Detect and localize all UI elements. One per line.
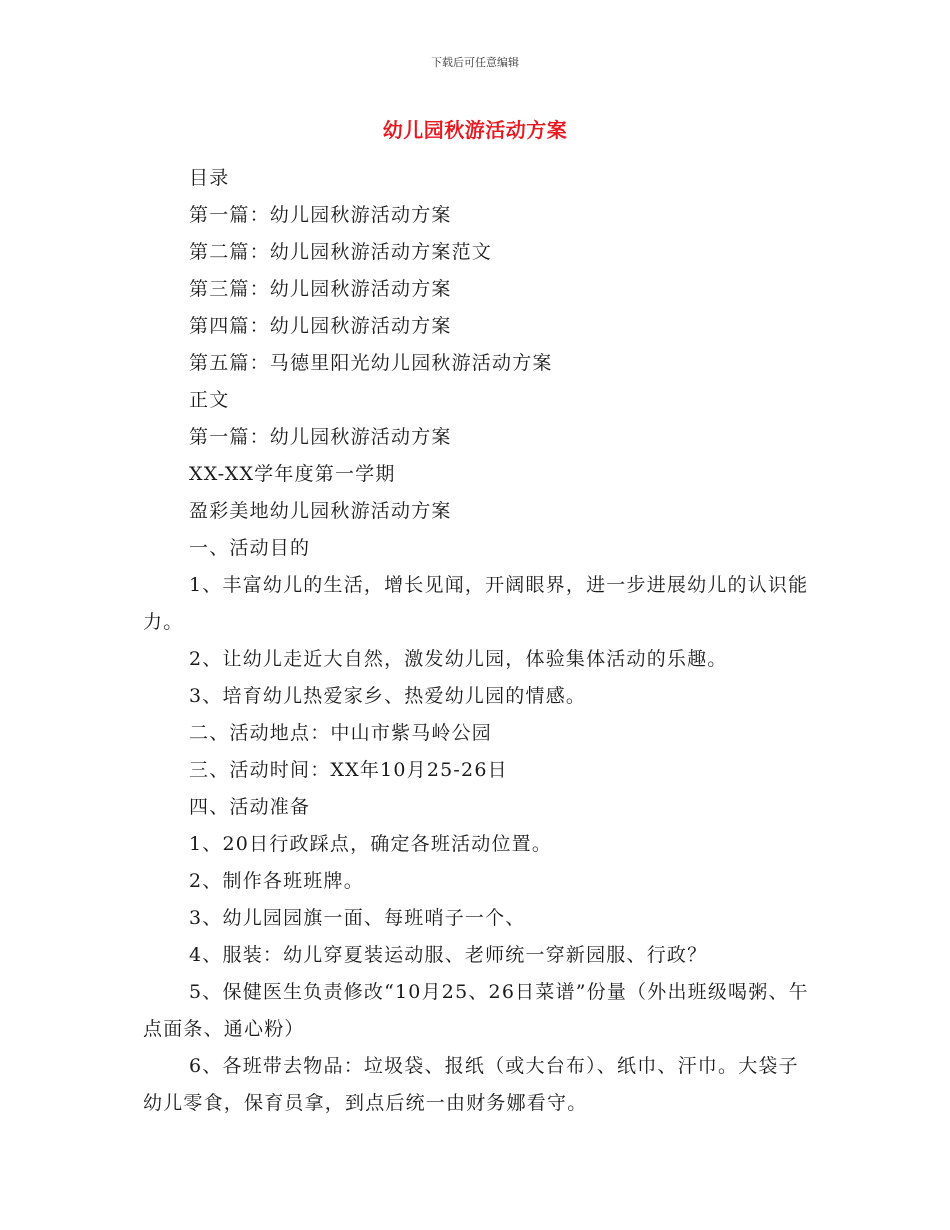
preparation-item-2: 2、制作各班班牌。 bbox=[189, 870, 364, 892]
preparation-item-5: 5、保健医生负责修改“10月25、26日菜谱”份量（外出班级喝粥、午点面条、通心粉） bbox=[143, 981, 809, 1040]
toc-item-1: 第一篇：幼儿园秋游活动方案 bbox=[189, 204, 452, 226]
toc-item-5: 第五篇：马德里阳光幼儿园秋游活动方案 bbox=[189, 352, 553, 374]
section-heading-location: 二、活动地点：中山市紫马岭公园 bbox=[189, 722, 493, 744]
document-body bbox=[143, 160, 809, 1122]
preparation-item-1: 1、20日行政踩点，确定各班活动位置。 bbox=[189, 833, 553, 855]
preparation-item-4: 4、服装：幼儿穿夏装运动服、老师统一穿新园服、行政？ bbox=[189, 944, 708, 966]
toc-item-2: 第二篇：幼儿园秋游活动方案范文 bbox=[189, 241, 493, 263]
plan-title: 盈彩美地幼儿园秋游活动方案 bbox=[189, 500, 452, 522]
toc-item-3: 第三篇：幼儿园秋游活动方案 bbox=[189, 278, 452, 300]
preparation-item-3: 3、幼儿园园旗一面、每班哨子一个、 bbox=[189, 907, 526, 929]
section-heading-preparation: 四、活动准备 bbox=[189, 796, 311, 818]
document-title: 幼儿园秋游活动方案 bbox=[382, 118, 568, 142]
toc-item-4: 第四篇：幼儿园秋游活动方案 bbox=[189, 315, 452, 337]
toc-heading: 目录 bbox=[189, 167, 230, 189]
purpose-item-1: 1、丰富幼儿的生活，增长见闻，开阔眼界，进一步进展幼儿的认识能力。 bbox=[143, 574, 809, 633]
preparation-item-6: 6、各班带去物品：垃圾袋、报纸（或大台布）、纸巾、汗巾。大袋子幼儿零食，保育员拿，到点后统一由财务娜看守。 bbox=[143, 1055, 799, 1114]
section-heading-purpose: 一、活动目的 bbox=[189, 537, 311, 559]
header-note: 下载后可任意编辑 bbox=[431, 56, 519, 69]
purpose-item-3: 3、培育幼儿热爱家乡、热爱幼儿园的情感。 bbox=[189, 685, 587, 707]
section-heading-time: 三、活动时间：XX年10月25-26日 bbox=[189, 759, 508, 781]
chapter-title: 第一篇：幼儿园秋游活动方案 bbox=[189, 426, 452, 448]
main-text-heading: 正文 bbox=[189, 389, 230, 411]
semester-line: XX-XX学年度第一学期 bbox=[189, 463, 396, 485]
purpose-item-2: 2、让幼儿走近大自然，激发幼儿园，体验集体活动的乐趣。 bbox=[189, 648, 728, 670]
